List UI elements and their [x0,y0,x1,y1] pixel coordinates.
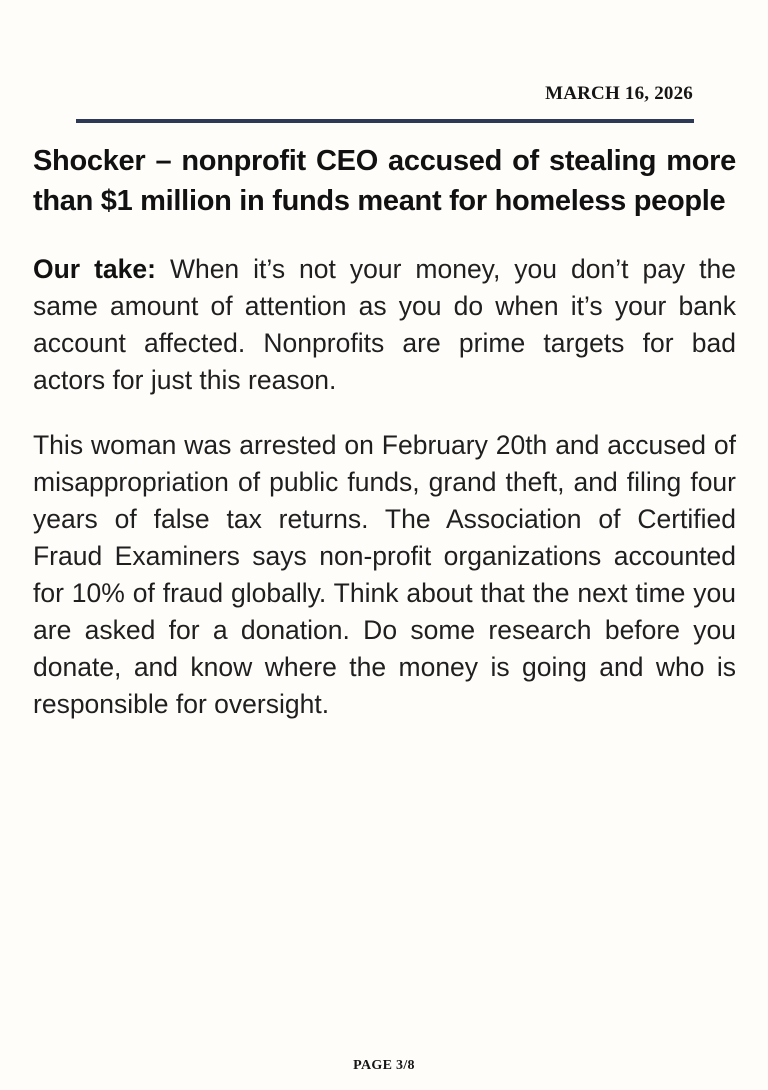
header-divider-rule [76,119,694,123]
paragraph-text: This woman was arrested on February 20th and accused of misappropriation of public funds, grand theft, and filing four years of false tax returns. The Association of Certified Fraud Examiners says non-profit organizations accounted for 10% of fraud globally. Think about that the next time you are asked for a donation. Do some research before you donate, and know where the money is going and who is responsible for oversight. [33,430,736,719]
page-number: PAGE 3/8 [353,1058,415,1073]
page-footer [0,1056,768,1074]
article-body [33,251,736,723]
issue-date: MARCH 16, 2026 [545,83,693,104]
article-paragraph-story [33,427,736,723]
page-header [76,84,693,104]
paragraph-lead-label: Our take: [33,254,156,284]
article-paragraph-our-take [33,251,736,399]
paragraph-text: When it’s not your money, you don’t pay the same amount of attention as you do when it’s your bank account affected. Nonprofits are prime targets for bad actors for just this reason. [33,254,736,395]
article-headline: Shocker – nonprofit CEO accused of stealing more than $1 million in funds meant for homeless people [33,145,736,217]
